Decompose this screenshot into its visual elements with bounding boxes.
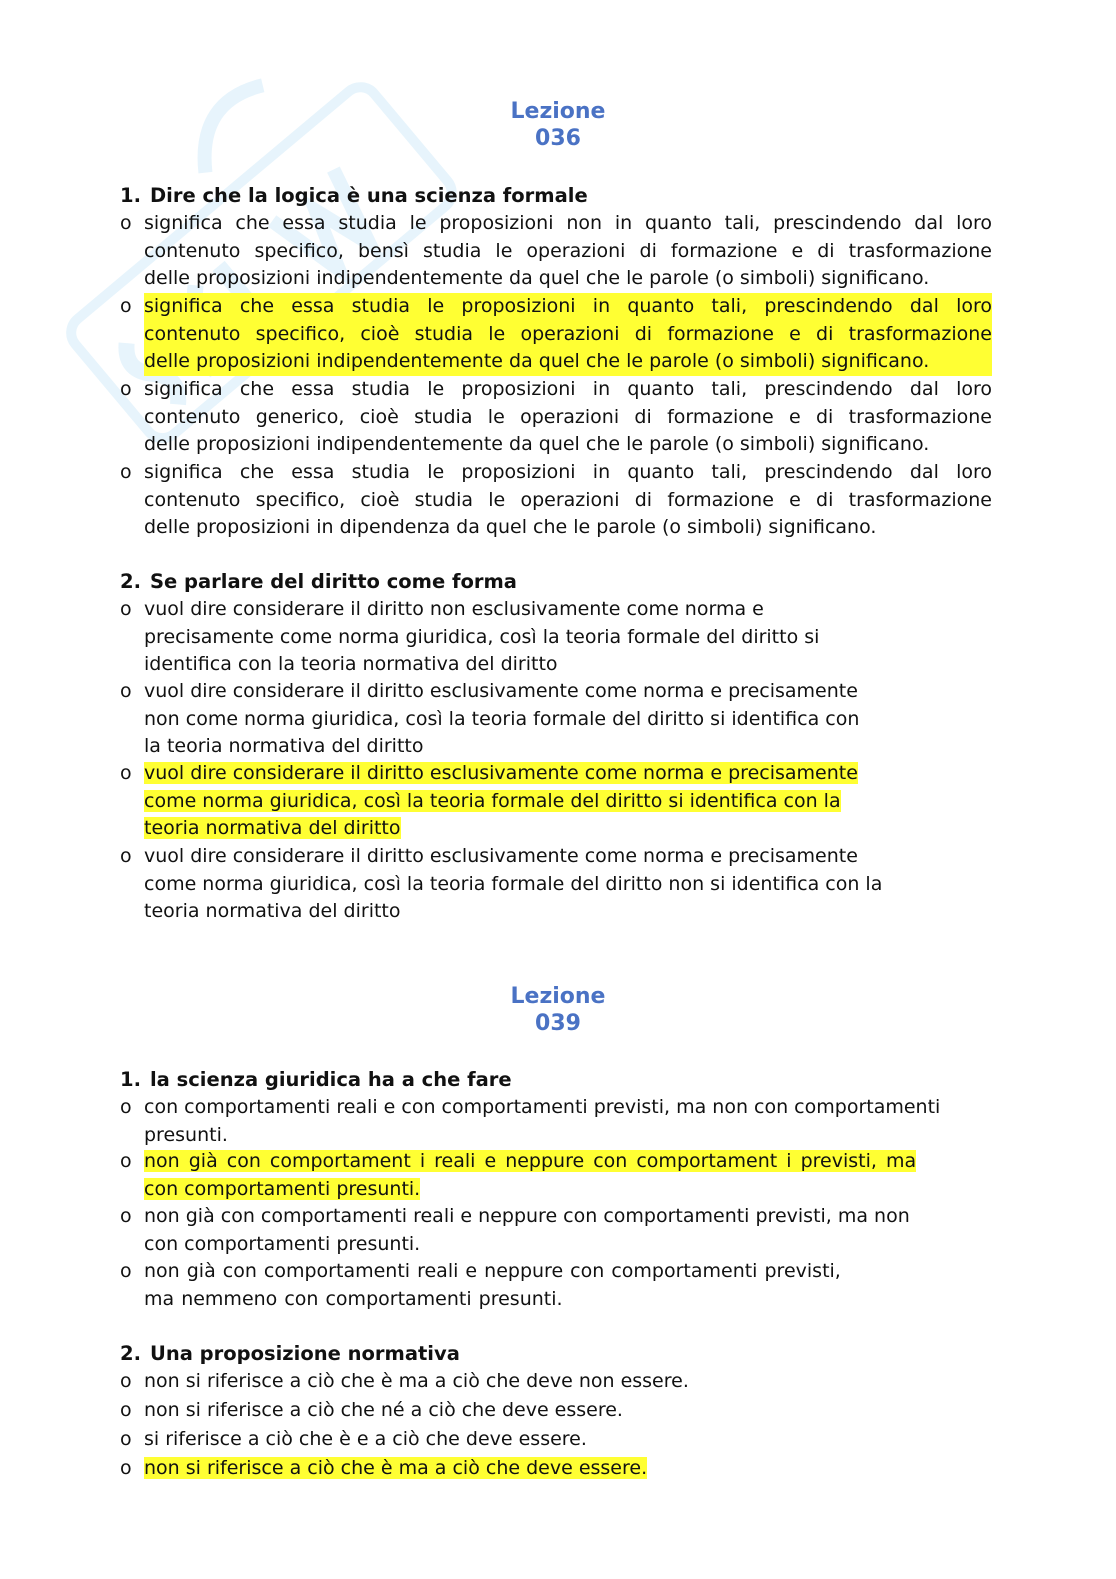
answer-option[interactable] [120,376,992,459]
answer-option[interactable] [120,1397,623,1425]
answer-line: non già con comportamenti reali e neppure con comportamenti previsti, [144,1260,841,1282]
bullet-marker: o [120,1096,132,1118]
answer-option-highlighted[interactable] [120,293,992,376]
answer-line: si riferisce a ciò che è e a ciò che deve essere. [144,1428,587,1450]
answer-line: non si riferisce a ciò che è ma a ciò che deve non essere. [144,1370,689,1392]
bullet-marker: o [120,295,132,317]
question-text: Dire che la logica è una scienza formale [150,184,588,207]
question-text: Se parlare del diritto come forma [150,570,517,593]
lesson-number: 039 [535,1011,581,1036]
question-title [120,570,517,593]
answer-line: delle proposizioni indipendentemente da quel che le parole (o simboli) significano. [144,267,930,290]
bullet-marker: o [120,680,132,702]
answer-line: ma nemmeno con comportamenti presunti. [144,1287,563,1310]
answer-line: delle proposizioni indipendentemente da quel che le parole (o simboli) significano. [144,433,930,456]
answer-line: non già con comportamenti reali e neppure con comportamenti previsti, ma non [144,1205,910,1227]
answer-line: contenuto specifico, cioè studia le operazioni di formazione e di trasformazione [144,488,992,511]
lesson-word: Lezione [510,984,606,1009]
answer-line: non si riferisce a ciò che né a ciò che deve essere. [144,1399,623,1421]
lesson-number: 036 [535,126,581,151]
bullet-marker: o [120,845,132,867]
answer-line: come norma giuridica, così la teoria formale del diritto non si identifica con la [144,872,883,895]
answer-option[interactable] [120,1094,940,1149]
lesson-heading [0,983,1116,1037]
bullet-marker: o [120,1457,132,1479]
answer-line: identifica con la teoria normativa del diritto [144,653,558,676]
bullet-marker: o [120,1260,132,1282]
answer-line: significa che essa studia le proposizioni in quanto tali, prescindendo dal loro [144,293,992,321]
question-number: 1. [120,184,141,207]
answer-option-highlighted[interactable] [120,1148,916,1203]
answer-line: non come norma giuridica, così la teoria formale del diritto si identifica con [144,707,860,730]
bullet-marker: o [120,378,132,400]
answer-line: vuol dire considerare il diritto esclusivamente come norma e precisamente [144,762,858,784]
bullet-marker: o [120,1205,132,1227]
answer-option[interactable] [120,678,859,761]
answer-line: delle proposizioni indipendentemente da quel che le parole (o simboli) significano. [144,348,992,376]
answer-option[interactable] [120,210,992,293]
question-number: 1. [120,1068,141,1091]
answer-line: con comportamenti presunti. [144,1177,421,1200]
question-number: 2. [120,570,141,593]
answer-line: con comportamenti presunti. [144,1232,421,1255]
lesson-heading [0,98,1116,152]
answer-line: vuol dire considerare il diritto esclusivamente come norma e precisamente [144,845,858,867]
bullet-marker: o [120,1399,132,1421]
answer-line: non già con comportament i reali e neppure con comportament i previsti, ma [144,1150,917,1172]
answer-option[interactable] [120,596,819,679]
bullet-marker: o [120,1428,132,1450]
bullet-marker: o [120,1370,132,1392]
answer-line: contenuto specifico, bensì studia le operazioni di formazione e di trasformazione [144,239,992,262]
bullet-marker: o [120,212,132,234]
answer-line: contenuto generico, cioè studia le operazioni di formazione e di trasformazione [144,405,992,428]
answer-option-highlighted[interactable] [120,1455,647,1483]
bullet-marker: o [120,1150,132,1172]
bullet-marker: o [120,762,132,784]
question-number: 2. [120,1342,141,1365]
bullet-marker: o [120,598,132,620]
answer-line: significa che essa studia le proposizioni in quanto tali, prescindendo dal loro [144,461,992,483]
answer-option[interactable] [120,1368,689,1396]
answer-line: teoria normativa del diritto [144,817,401,840]
question-title [120,184,588,207]
answer-option-highlighted[interactable] [120,760,858,843]
answer-line: presunti. [144,1123,228,1146]
answer-line: delle proposizioni in dipendenza da quel che le parole (o simboli) significano. [144,516,877,539]
bullet-marker: o [120,461,132,483]
answer-line: precisamente come norma giuridica, così la teoria formale del diritto si [144,625,820,648]
question-text: la scienza giuridica ha a che fare [150,1068,512,1091]
answer-option[interactable] [120,1203,910,1258]
answer-line: come norma giuridica, così la teoria formale del diritto si identifica con la [144,789,841,812]
answer-line: non si riferisce a ciò che è ma a ciò che deve essere. [144,1457,648,1479]
answer-line: vuol dire considerare il diritto esclusivamente come norma e precisamente [144,680,858,702]
question-text: Una proposizione normativa [150,1342,460,1365]
answer-line: contenuto specifico, cioè studia le operazioni di formazione e di trasformazione [144,321,992,349]
lesson-word: Lezione [510,99,606,124]
answer-option[interactable] [120,843,882,926]
answer-line: significa che essa studia le proposizioni non in quanto tali, prescindendo dal loro [144,212,992,234]
question-title [120,1342,460,1365]
answer-line: la teoria normativa del diritto [144,735,424,758]
question-title [120,1068,512,1091]
answer-option[interactable] [120,1258,841,1313]
answer-option[interactable] [120,1426,587,1454]
answer-line: significa che essa studia le proposizioni in quanto tali, prescindendo dal loro [144,378,992,400]
answer-line: con comportamenti reali e con comportamenti previsti, ma non con comportamenti [144,1096,941,1118]
answer-option[interactable] [120,459,992,542]
answer-line: vuol dire considerare il diritto non esclusivamente come norma e [144,598,764,620]
answer-line: teoria normativa del diritto [144,900,401,923]
